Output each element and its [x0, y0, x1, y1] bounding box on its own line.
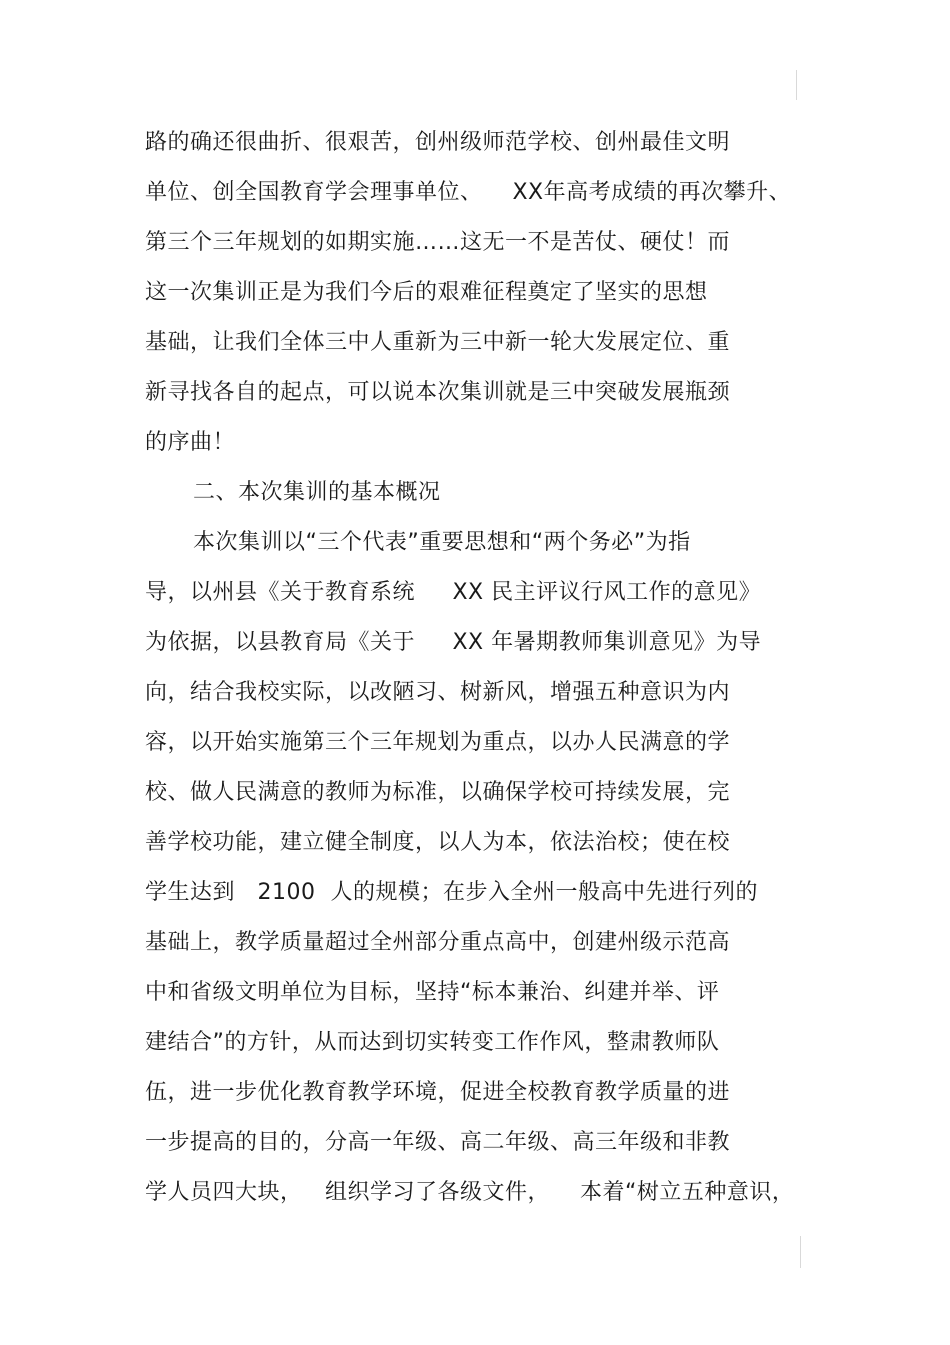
body-text — [145, 118, 825, 1218]
text-line: 为依据，以县教育局《关于 XX 年暑期教师集训意见》为导 — [145, 630, 762, 655]
text-line: 容，以开始实施第三个三年规划为重点，以办人民满意的学 — [145, 730, 731, 755]
text-line: 导，以州县《关于教育系统 XX 民主评议行风工作的意见》 — [145, 580, 762, 605]
text-line: 一步提高的目的，分高一年级、高二年级、高三年级和非教 — [145, 1130, 731, 1155]
text-line: 的序曲！ — [145, 430, 236, 455]
text-line: 基础上，教学质量超过全州部分重点高中，创建州级示范高 — [145, 930, 731, 955]
text-line: 新寻找各自的起点，可以说本次集训就是三中突破发展瓶颈 — [145, 380, 731, 405]
page-edge-mark-bottom — [800, 1236, 801, 1268]
text-line: 校、做人民满意的教师为标准，以确保学校可持续发展，完 — [145, 780, 731, 805]
text-line: 第三个三年规划的如期实施……这无一不是苦仗、硬仗！而 — [145, 230, 731, 255]
text-line: 建结合”的方针，从而达到切实转变工作作风，整肃教师队 — [145, 1030, 720, 1055]
paragraph-start-line: 本次集训以“三个代表”重要思想和“两个务必”为指 — [193, 530, 691, 555]
text-line: 学人员四大块， 组织学习了各级文件， 本着“树立五种意识， — [145, 1180, 795, 1205]
page-edge-mark-top — [796, 70, 797, 100]
text-line: 向，结合我校实际，以改陋习、树新风，增强五种意识为内 — [145, 680, 731, 705]
text-line: 单位、创全国教育学会理事单位、 XX年高考成绩的再次攀升、 — [145, 180, 792, 205]
section-heading: 二、本次集训的基本概况 — [193, 480, 441, 505]
text-line: 中和省级文明单位为目标，坚持“标本兼治、纠建并举、评 — [145, 980, 720, 1005]
text-line: 善学校功能，建立健全制度，以人为本，依法治校；使在校 — [145, 830, 731, 855]
text-line: 伍，进一步优化教育教学环境，促进全校教育教学质量的进 — [145, 1080, 731, 1105]
text-line: 这一次集训正是为我们今后的艰难征程奠定了坚实的思想 — [145, 280, 708, 305]
text-line: 基础，让我们全体三中人重新为三中新一轮大发展定位、重 — [145, 330, 731, 355]
text-line: 路的确还很曲折、很艰苦，创州级师范学校、创州最佳文明 — [145, 130, 731, 155]
text-line: 学生达到 2100 人的规模；在步入全州一般高中先进行列的 — [145, 880, 758, 905]
